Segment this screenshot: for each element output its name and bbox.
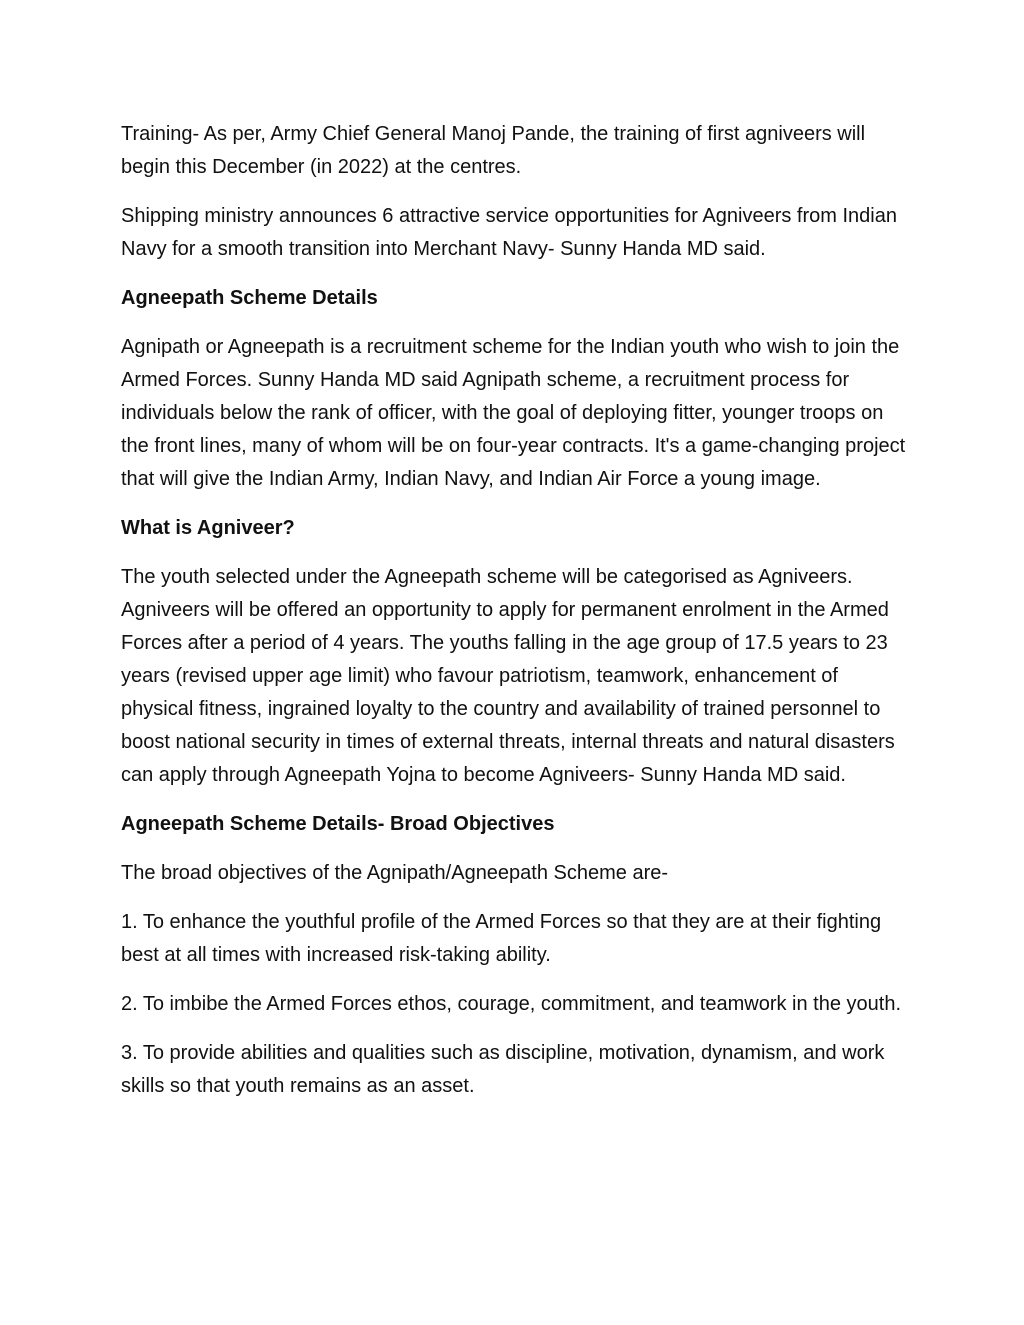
scheme-details-paragraph: Agnipath or Agneepath is a recruitment scheme for the Indian youth who wish to join the Armed Forces. Sunny Handa MD said Agnipath scheme, a recruitment process for individuals below the rank of officer, with the goal of deploying fitter, younger troops on the front lines, many of whom will be on four-year contracts. It's a game-changing project that will give the Indian Army, Indian Navy, and Indian Air Force a young image. xyxy=(121,336,906,490)
broad-objectives-heading: Agneepath Scheme Details- Broad Objectives xyxy=(121,813,555,835)
objective-1: 1. To enhance the youthful profile of the Armed Forces so that they are at their fighting best at all times with increased risk-taking ability. xyxy=(121,911,882,966)
what-is-agniveer-paragraph: The youth selected under the Agneepath scheme will be categorised as Agniveers. Agniveers will be offered an opportunity to apply for permanent enrolment in the Armed Forces after a period of 4 years. The youths falling in the age group of 17.5 years to 23 years (revised upper age limit) who favour patriotism, teamwork, enhancement of physical fitness, ingrained loyalty to the country and availability of trained personnel to boost national security in times of external threats, internal threats and natural disasters can apply through Agneepath Yojna to become Agniveers- Sunny Handa MD said. xyxy=(121,566,895,786)
objective-2: 2. To imbibe the Armed Forces ethos, courage, commitment, and teamwork in the youth. xyxy=(121,993,902,1015)
what-is-agniveer-heading: What is Agniveer? xyxy=(121,517,295,539)
scheme-details-heading: Agneepath Scheme Details xyxy=(121,287,378,309)
shipping-ministry-paragraph: Shipping ministry announces 6 attractive service opportunities for Agniveers from Indian Navy for a smooth transition into Merchant Navy- Sunny Handa MD said. xyxy=(121,205,897,260)
document-page xyxy=(121,118,911,1119)
broad-objectives-intro: The broad objectives of the Agnipath/Agneepath Scheme are- xyxy=(121,862,669,884)
training-paragraph: Training- As per, Army Chief General Manoj Pande, the training of first agniveers will begin this December (in 2022) at the centres. xyxy=(121,123,866,178)
objective-3: 3. To provide abilities and qualities such as discipline, motivation, dynamism, and work skills so that youth remains as an asset. xyxy=(121,1042,885,1097)
